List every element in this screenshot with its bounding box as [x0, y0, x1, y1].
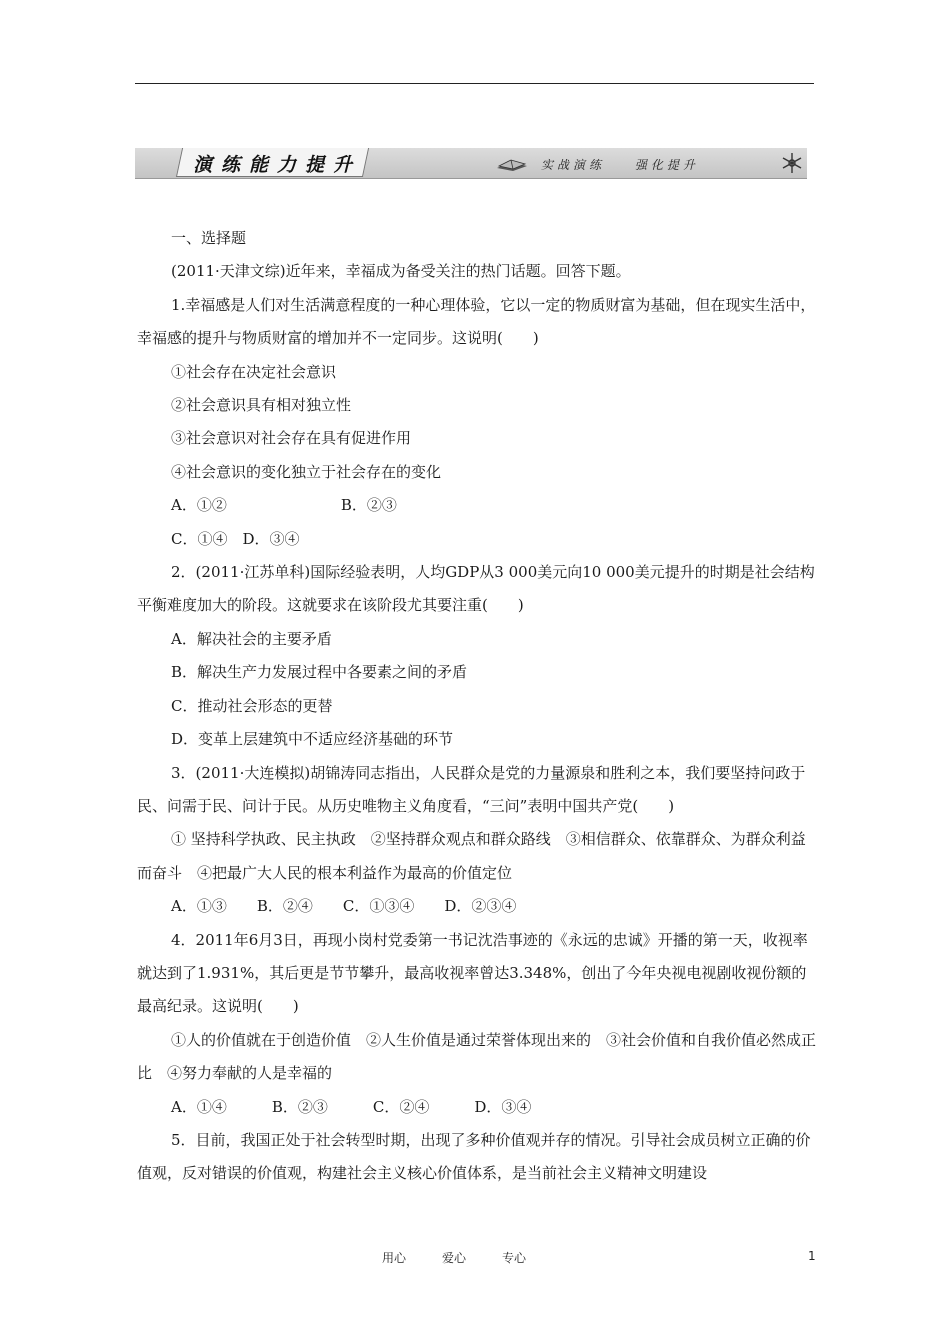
question-3-options: A．①③ B．②④ C．①③④ D．②③④	[171, 897, 517, 916]
intro-text: (2011·天津文综)近年来，幸福成为备受关注的热门话题。回答下题。	[171, 262, 631, 281]
book-icon	[495, 156, 529, 172]
section-banner	[135, 148, 807, 179]
question-3-statements: ① 坚持科学执政、民主执政 ②坚持群众观点和群众路线 ③相信群众、依靠群众、为群众利益而奋斗 ④把最广大人民的根本利益作为最高的价值定位	[137, 830, 806, 882]
banner-sub-right: 强化提升	[634, 158, 699, 172]
section-heading: 一、选择题	[171, 229, 247, 247]
question-1-statement: ②社会意识具有相对独立性	[171, 396, 352, 415]
question-list	[137, 222, 817, 1191]
header-rule	[135, 83, 814, 84]
question-1-options-ab	[137, 489, 817, 522]
question-2-option-c: C．推动社会形态的更替	[171, 696, 333, 715]
question-4-statements: ①人的价值就在于创造价值 ②人生价值是通过荣誉体现出来的 ③社会价值和自我价值必然成正比 ④努力奉献的人是幸福的	[137, 1030, 817, 1083]
question-2-option-a: A．解决社会的主要矛盾	[171, 629, 332, 648]
question-4-options: A．①④ B．②③ C．②④ D．③④	[171, 1097, 532, 1116]
footer-motto: 用心 爱心 专心	[382, 1251, 527, 1265]
page-number: 1	[808, 1249, 816, 1263]
question-5-stem: 5．目前，我国正处于社会转型时期，出现了多种价值观并存的情况。引导社会成员树立正确的价值观，反对错误的价值观，构建社会主义核心价值体系，是当前社会主义精神文明建设	[137, 1130, 811, 1183]
question-1-statement: ③社会意识对社会存在具有促进作用	[171, 429, 412, 448]
option-b: B．②③	[340, 496, 397, 515]
snowflake-icon	[781, 152, 803, 174]
question-1-statement: ①社会存在决定社会意识	[171, 362, 337, 381]
question-2-stem: 2．(2011·江苏单科)国际经验表明，人均GDP从3 000美元向10 000美元提升的时期是社会结构平衡难度加大的阶段。这就要求在该阶段尤其要注重( )	[137, 563, 815, 615]
question-2-option-b: B．解决生产力发展过程中各要素之间的矛盾	[171, 663, 468, 682]
question-2-option-d: D．变革上层建筑中不适应经济基础的环节	[171, 730, 454, 749]
banner-sub-left: 实战演练	[541, 158, 606, 172]
question-1-options-cd: C．①④ D．③④	[171, 529, 300, 548]
question-1-stem: 1.幸福感是人们对生活满意程度的一种心理体验，它以一定的物质财富为基础，但在现实生活中，幸福感的提升与物质财富的增加并不一定同步。这说明( )	[137, 295, 816, 348]
question-4-stem: 4．2011年6月3日，再现小岗村党委第一书记沈浩事迹的《永远的忠诚》开播的第一天，收视率就达到了1.931%，其后更是节节攀升，最高收视率曾达3.348%，创出了今年央视电视剧收视份额的最高纪录。这说明( )	[137, 930, 808, 1016]
banner-title: 演练能力提升	[193, 154, 362, 176]
option-a: A．①②	[171, 496, 227, 515]
question-1-statement: ④社会意识的变化独立于社会存在的变化	[171, 462, 442, 481]
question-3-stem: 3．(2011·大连模拟)胡锦涛同志指出，人民群众是党的力量源泉和胜利之本，我们要坚持问政于民、问需于民、问计于民。从历史唯物主义角度看，“三问”表明中国共产党( )	[137, 763, 806, 815]
banner-subtitle	[493, 154, 763, 176]
